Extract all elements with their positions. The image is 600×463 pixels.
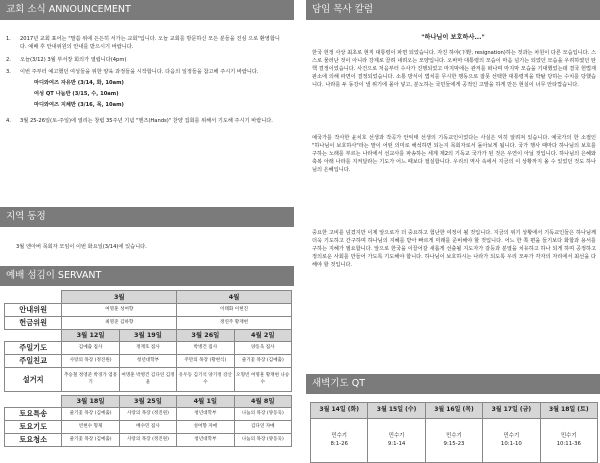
qt-reading: 민수기 9:1-14: [368, 419, 425, 463]
row-label: 헌금위원: [5, 317, 62, 330]
table-cell: 김다연 자매: [234, 421, 291, 434]
date-header: 3월 19일: [119, 330, 176, 342]
announcement-list: [6, 35, 286, 130]
row-label: 토요기도: [5, 421, 62, 434]
date-header: 3월 26일: [177, 330, 234, 342]
announcement-text: 오늘(3/12) 3월 부서장 회의가 열립니다(4pm): [20, 56, 127, 63]
qt-date: 3월 17일 (금): [483, 403, 540, 419]
row-label: 안내위원: [5, 304, 62, 317]
qt-reading: 민수기 10:1-10: [483, 419, 540, 463]
table-cell: 여명훈 박병건 김다연 김정윤: [119, 368, 176, 392]
table-cell: 주만의 목장 (황현식): [177, 355, 234, 368]
schedule-item: 마디와여즈 자유반 (3/14, 화, 10am): [34, 80, 124, 87]
table-cell: 청년대학부: [177, 408, 234, 421]
table-cell: 사랑의 목장 (정진원): [62, 355, 119, 368]
announcement-text: 2017년 교회 표어는 "말씀 위에 든든히 서가는 교회"입니다. 오늘 교회를 방문하신 모든 분들을 진심 으로 환영합니다. 예배 후 안내위원의 안내를 받으시기 바랍니다.: [20, 36, 280, 51]
table-cell: 정재호 집사: [119, 342, 176, 355]
servant-banner: 예배 섬김이 SERVANT: [0, 266, 294, 286]
date-header: 3월 25일: [119, 396, 176, 408]
date-header: 4월 1일: [177, 396, 234, 408]
table-cell: 추승철 정영준 박경가 염흥기: [62, 368, 119, 392]
table-cell: 나눔의 목장 (양동욱): [234, 408, 291, 421]
table-cell: 유두동 김기석 양기정 강산수: [177, 368, 234, 392]
table-cell: 오형빈 여명훈 황재현 나승수: [234, 368, 291, 392]
qt-reading: 민수기 9:15-23: [425, 419, 482, 463]
row-label: 토요특송: [5, 408, 62, 421]
table-cell: 빈현수 형제: [62, 421, 119, 434]
table-cell: 최명준 김하향: [62, 317, 177, 330]
region-banner: 지역 동정: [0, 207, 294, 227]
qt-date: 3월 16일 (목): [425, 403, 482, 419]
date-header: 3월 12일: [62, 330, 119, 342]
schedule-item: 여성 QT 나눔반 (3/15, 수, 10am): [34, 91, 119, 98]
table-cell: 양동욱 집사: [234, 342, 291, 355]
schedule-list: [20, 79, 286, 109]
table-cell: 청년대학부: [177, 434, 234, 447]
region-text: 3월 엔아버 목회자 모임이 이번 화요일(3/14)에 있습니다.: [16, 244, 147, 250]
list-item: 4. 3월 25-26일(토-주일)에 열리는 창립 35주년 기념 "헨즈(Hands)" 찬양 집회를 위해서 기도해 주시기 바랍니다.: [6, 117, 286, 125]
row-label: 설거지: [5, 368, 62, 392]
column-paragraph: 한국 헌정 사상 최초로 현직 대통령이 파면 되었습니다. 자진 하야(下野, resignation)하는 것과는 차원이 다른 모습입니다. 스스로 물러난 것이 아니라 강제로 끌려 내려오는 모양입니다. 오바마 대통령의 모습이 마음 넘기는 되었던 모습을 우려하였던 탄핵 결정이었습니다. 사건으로 처음부터 수사가 진행되었고 마지막에는 관저를 떠나며 마지막 모습을 기대했었는데 결국 헌법재판소에 의해 파면이 결정되었습니다. 소통 방식이 법치를 무시한 행동으로 잘못 선택한 대통령직을 박탈 당하는 수치를 당했습니다. 나라를 두 동강이 낼 위기에 몰아 넣고, 분노하는 국민들에게 공적인 고발을 하게 만든 현실이 너무 안타깝습니다.: [312, 50, 596, 89]
qt-table: [310, 402, 598, 463]
table-cell: 김예출 집사: [62, 342, 119, 355]
row-label: 토요청소: [5, 434, 62, 447]
list-item: 3. 이번 주부터 예고했던 여성들을 위한 양육 과정들을 시작합니다. 다음의 일정들을 참고해 주시기 바랍니다. 마디와여즈 자유반 (3/14, 화, 10am) 여성 QT 나눔반 (3/15, 수, 10am) 마디와여즈 지체반 (3/16, 목, 10am): [6, 68, 286, 112]
qt-date: 3월 14일 (화): [311, 403, 368, 419]
left-column: [0, 0, 294, 445]
qt-date: 3월 18일 (토): [540, 403, 597, 419]
row-label: 주일기도: [5, 342, 62, 355]
table-cell: 줄기꽃 목장 (김예출): [62, 408, 119, 421]
qt-reading: 민수기 8:1-26: [311, 419, 368, 463]
column-paragraph: 예국가를 작사한 윤치호 선생과 작곡가 안익태 선생의 기독교인이었다는 사실은 익히 알려져 있습니다. 예국가의 한 소절인 "하나님이 보호하사"라는 말이 어떤 의미로 해석하면 되는지 목회자로서 돌아보게 됩니다. 국가 행사 때마다 하나님의 보호를 구하는 노래를 부르는 나라에서 선교사를 파송하는 세계 제2의 기독교 국가가 된 것은 우연이 아닐 것입니다. 하나님의 은혜와 축복 아래 나라를 지켜달라는 기도가 어느 때보다 절실합니다. 우리의 역사 속에서 지금의 이 상황까지 올 수 있었던 것도 하나님의 은혜입니다.: [312, 135, 596, 174]
row-label: 주일친교: [5, 355, 62, 368]
list-item: 1. 2017년 교회 표어는 "말씀 위에 든든히 서가는 교회"입니다. 오늘 교회를 방문하신 모든 분들을 진심 으로 환영합니다. 예배 후 안내위원의 안내를 받으시기 바랍니다.: [6, 35, 286, 51]
date-header: 3월 18일: [62, 396, 119, 408]
month-header: 3월: [62, 291, 177, 304]
table-cell: 줄기꽃 목장 (김예출): [234, 355, 291, 368]
announcement-banner: 교회 소식 ANNOUNCEMENT: [0, 0, 294, 20]
date-header: 4월 8일: [234, 396, 291, 408]
announcement-text: 이번 주부터 예고했던 여성들을 위한 양육 과정들을 시작합니다. 다음의 일정들을 참고해 주시기 바랍니다.: [20, 69, 259, 76]
list-item: 2. 오늘(3/12) 3월 부서장 회의가 열립니다(4pm): [6, 56, 286, 64]
qt-banner: 새벽기도 QT: [306, 374, 600, 394]
table-cell: 정연주 황재현: [177, 317, 292, 330]
announcement-text: 3월 25-26일(토-주일)에 열리는 창립 35주년 기념 "헨즈(Hands)" 찬양 집회를 위해서 기도해 주시기 바랍니다.: [20, 117, 273, 124]
column-banner: 담임 목사 칼럼: [306, 0, 600, 20]
table-cell: 줄기꽃 목장 (김예출): [62, 434, 119, 447]
date-header: 4월 2일: [234, 330, 291, 342]
table-cell: 배수민 집사: [119, 421, 176, 434]
table-cell: 성여향 자매: [177, 421, 234, 434]
column-paragraph: 중요한 고비를 넘겼지만 이제 앞으로가 더 중요하고 험난한 여정이 될 것입니다. 지금의 위기 상황에서 기독교인들은 하나님께 더욱 기도하고 간구하며 하나님의 지혜를 받아 빠르게 미래를 준비해야 할 것입니다. 어느 한 쪽 편을 들기보다 화합과 용서를 구하는 지혜가 필요합니다. 앞으로 한국을 이끌어갈 새롭게 선출될 지도자가 갈등과 분열을 치유하고 하나 되게 하며 공정하고 정의로운 사회를 만들어 가도록 기도해야 합니다. 하나님이 보호하시는 나라가 되도록 우리 모두가 각자의 자리에서 최선을 다해야 할 것입니다.: [312, 230, 596, 269]
column-subtitle: "하나님이 보호하사...": [421, 34, 485, 41]
qt-date: 3월 15일 (수): [368, 403, 425, 419]
schedule-item: 마디와여즈 지체반 (3/16, 목, 10am): [34, 102, 124, 109]
qt-reading: 민수기 10:11-36: [540, 419, 597, 463]
table-cell: 이태화 이현진: [177, 304, 292, 317]
table-cell: 나눔의 목장 (양동욱): [234, 434, 291, 447]
month-header: 4월: [177, 291, 292, 304]
table-cell: 사랑의 목장 (정진원): [119, 434, 176, 447]
table-cell: 박병건 집사: [177, 342, 234, 355]
table-cell: 사랑의 목장 (정진원): [119, 408, 176, 421]
table-cell: 여명훈 성여향: [62, 304, 177, 317]
table-cell: 청년대학부: [119, 355, 176, 368]
servant-table: [4, 290, 292, 447]
